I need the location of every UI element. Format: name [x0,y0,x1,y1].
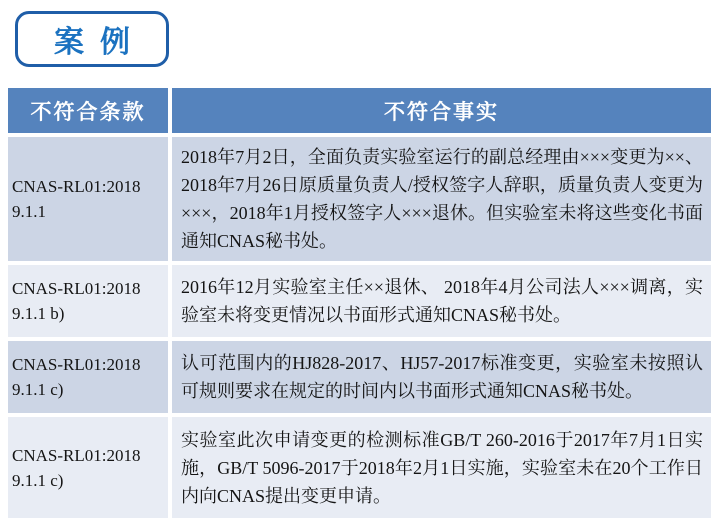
clause-id: CNAS-RL01:2018 [12,177,141,196]
clause-section: 9.1.1 c) [12,380,64,399]
fact-text: 认可范围内的HJ828-2017、HJ57-2017标准变更，实验室未按照认可规则要求在规定的时间内以书面形式通知CNAS秘书处。 [181,353,703,401]
table-row [8,341,711,413]
clause-cell [8,137,168,261]
fact-text: 2016年12月实验室主任××退休、 2018年4月公司法人×××调离，实验室未将变更情况以书面形式通知CNAS秘书处。 [181,277,703,325]
fact-cell [172,137,711,261]
case-badge [15,11,169,67]
table-row [8,417,711,518]
clause-section: 9.1.1 [12,202,46,221]
clause-cell [8,417,168,518]
clause-cell [8,265,168,337]
header-clause-column: 不符合条款 [8,88,168,133]
fact-text: 实验室此次申请变更的检测标准GB/T 260-2016于2017年7月1日实施，GB/T 5096-2017于2018年2月1日实施，实验室未在20个工作日内向CNAS提出变更申请。 [181,429,703,506]
clause-section: 9.1.1 b) [12,304,65,323]
fact-cell [172,417,711,518]
clause-id: CNAS-RL01:2018 [12,445,141,465]
clause-section: 9.1.1 c) [12,470,64,490]
header-fact-column: 不符合事实 [172,88,711,133]
clause-cell [8,341,168,413]
clause-id: CNAS-RL01:2018 [12,355,141,374]
fact-cell [172,265,711,337]
nonconformity-table [8,88,711,522]
table-header-row [8,88,711,133]
clause-id: CNAS-RL01:2018 [12,279,141,298]
table-row [8,137,711,261]
case-badge-label: 案例 [54,26,146,59]
table-row [8,265,711,337]
fact-cell [172,341,711,413]
fact-text: 2018年7月2日，全面负责实验室运行的副总经理由×××变更为××、2018年7月26日原质量负责人/授权签字人辞职，质量负责人变更为×××，2018年1月授权签字人×××退休。但实验室未将这些变化书面通知CNAS秘书处。 [181,147,703,251]
